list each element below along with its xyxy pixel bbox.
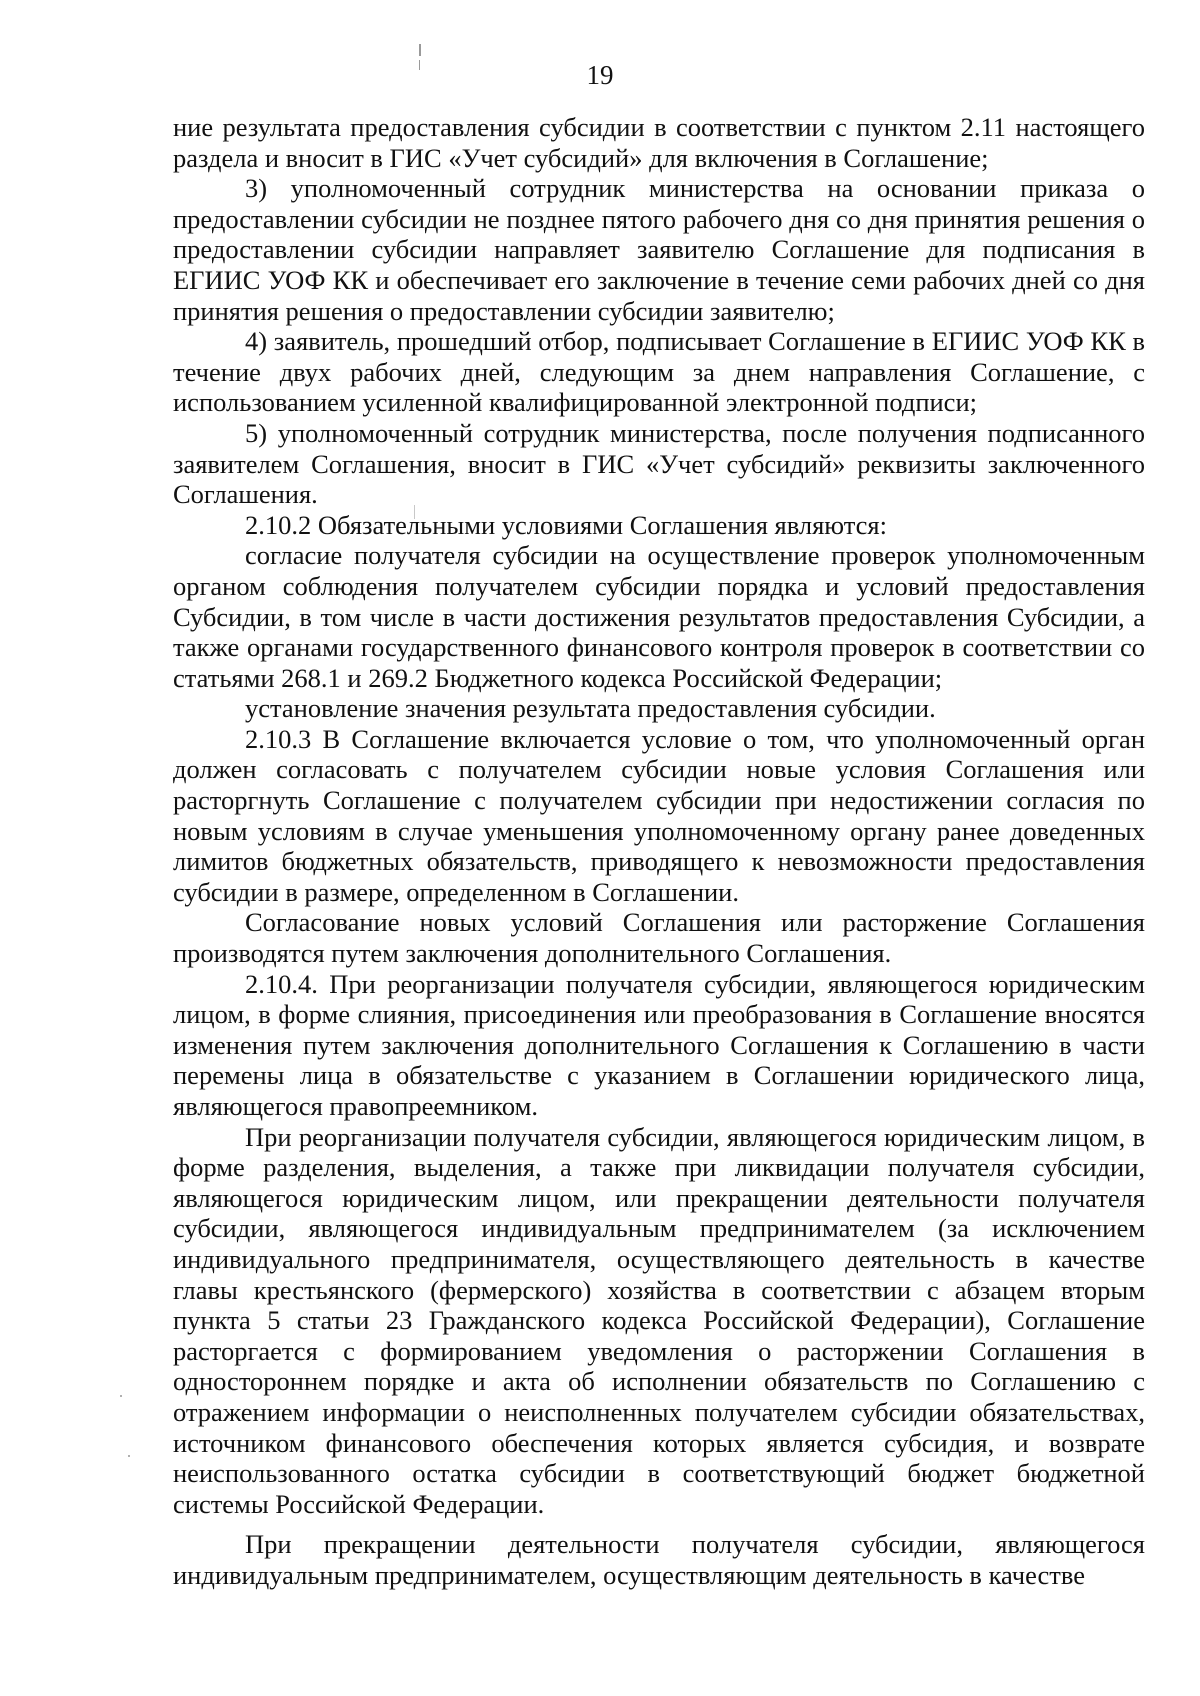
paragraph-2-10-3: 2.10.3 В Соглашение включается условие о том, что уполномоченный орган должен согласовать с получателем субсидии новые условия Соглашения или расторгнуть Соглашение с получателем субсидии при недостижении согласия по новым условиям в случае уменьшения уполномоченному органу ранее доведенных лимитов бюджетных обязательств, приводящего к невозможности предоставления субсидии в размере, определенном в Соглашении.: [173, 723, 1145, 907]
scan-artifact: [120, 1395, 122, 1397]
paragraph-agreement-amendment: Согласование новых условий Соглашения или расторжение Соглашения производятся путем заключения дополнительного Соглашения.: [173, 907, 1145, 969]
paragraph-item-4: 4) заявитель, прошедший отбор, подписывает Соглашение в ЕГИИС УОФ КК в течение двух рабочих дней, следующим за днем направления Соглашение, с использованием усиленной квалифицированной электронной подписи;: [173, 326, 1145, 418]
paragraph-result-value: установление значения результата предоставления субсидии.: [245, 693, 936, 724]
scan-artifact: [419, 44, 421, 56]
page-number: 19: [586, 60, 614, 90]
paragraph-consent-condition: согласие получателя субсидии на осуществление проверок уполномоченным органом соблюдения получателем субсидии порядка и условий предоставления Субсидии, в том числе в части достижения результатов предоставления Субсидии, а также органами государственного финансового контроля проверок в соответствии со статьями 268.1 и 269.2 Бюджетного кодекса Российской Федерации;: [173, 540, 1145, 693]
paragraph-continuation: ние результата предоставления субсидии в соответствии с пунктом 2.11 настоящего раздела и вносит в ГИС «Учет субсидий» для включения в Соглашение;: [173, 112, 1145, 173]
paragraph-item-3: 3) уполномоченный сотрудник министерства на основании приказа о предоставлении субсидии не позднее пятого рабочего дня со дня принятия решения о предоставлении субсидии направляет заявителю Соглашение для подписания в ЕГИИС УОФ КК и обеспечивает его заключение в течение семи рабочих дней со дня принятия решения о предоставлении субсидии заявителю;: [173, 173, 1145, 326]
document-body: [173, 112, 1145, 1591]
paragraph-2-10-4: 2.10.4. При реорганизации получателя субсидии, являющегося юридическим лицом, в форме слияния, присоединения или преобразования в Соглашение вносятся изменения путем заключения дополнительного Соглашения к Соглашению в части перемены лица в обязательстве с указанием в Соглашении юридического лица, являющегося правопреемником.: [173, 968, 1145, 1121]
paragraph-item-5: 5) уполномоченный сотрудник министерства, после получения подписанного заявителем Соглашения, вносит в ГИС «Учет субсидий» реквизиты заключенного Соглашения.: [173, 417, 1145, 510]
paragraph-2-10-2: 2.10.2 Обязательными условиями Соглашения являются:: [245, 509, 887, 540]
paragraph-reorganization: При реорганизации получателя субсидии, являющегося юридическим лицом, в форме разделения, выделения, а также при ликвидации получателя субсидии, являющегося юридическим лицом, или прекращении деятельности получателя субсидии, являющегося индивидуальным предпринимателем (за исключением индивидуального предпринимателя, осуществляющего деятельность в качестве главы крестьянского (фермерского) хозяйства в соответствии с абзацем вторым пункта 5 статьи 23 Гражданского кодекса Российской Федерации), Соглашение расторгается с формированием уведомления о расторжении Соглашения в одностороннем порядке и акта об исполнении обязательств по Соглашению с отражением информации о неисполненных получателем субсидии обязательствах, источником финансового обеспечения которых является субсидия, и возврате неиспользованного остатка субсидии в соответствующий бюджет бюджетной системы Российской Федерации.: [173, 1121, 1145, 1519]
scan-artifact: [128, 1455, 130, 1457]
paragraph-termination: При прекращении деятельности получателя субсидии, являющегося индивидуальным предпринимателем, осуществляющим деятельность в качестве: [173, 1529, 1145, 1590]
